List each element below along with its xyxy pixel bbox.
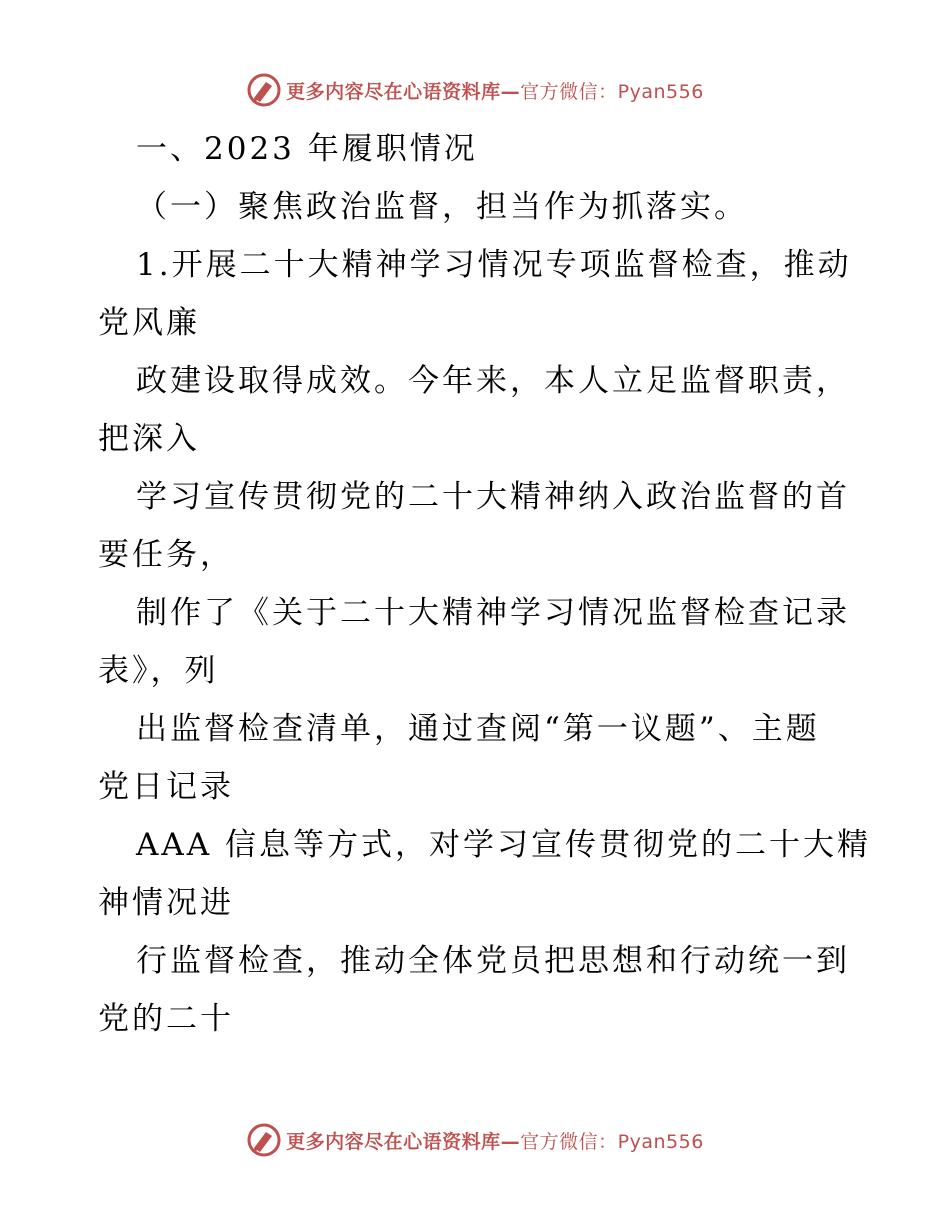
footer-banner — [0, 1120, 950, 1160]
header-banner — [0, 70, 950, 110]
header-site-text: 更多内容尽在心语资料库 — [286, 80, 501, 103]
header-banner-text — [286, 77, 704, 104]
footer-site-text: 更多内容尽在心语资料库 — [286, 1130, 501, 1153]
document-line: 出监督检查清单，通过查阅“第一议题”、主题 — [136, 711, 820, 747]
pen-nib-logo-icon — [246, 1122, 282, 1158]
document-line: 党日记录 — [98, 769, 234, 805]
document-line: 把深入 — [98, 421, 200, 457]
document-line: 神情况进 — [98, 885, 234, 921]
footer-banner-text — [286, 1127, 704, 1154]
document-line: AAA 信息等方式，对学习宣传贯彻党的二十大精 — [136, 827, 872, 863]
document-line: 1.开展二十大精神学习情况专项监督检查，推动 — [136, 247, 852, 283]
document-line: 政建设取得成效。今年来，本人立足监督职责， — [136, 363, 850, 399]
document-line: 制作了《关于二十大精神学习情况监督检查记录 — [136, 595, 850, 631]
pen-nib-logo-icon — [246, 72, 282, 108]
footer-wechat-text: 官方微信：Pyan556 — [520, 1130, 704, 1153]
document-line: 党风廉 — [98, 305, 200, 341]
document-body — [98, 120, 872, 1048]
document-line: 学习宣传贯彻党的二十大精神纳入政治监督的首 — [136, 479, 850, 515]
document-line: （一）聚焦政治监督，担当作为抓落实。 — [136, 189, 748, 225]
header-wechat-text: 官方微信：Pyan556 — [520, 80, 704, 103]
document-line: 表》，列 — [98, 653, 219, 689]
document-line: 党的二十 — [98, 1001, 234, 1037]
header-separator: — — [500, 80, 521, 103]
document-line: 一、2023 年履职情况 — [136, 131, 478, 167]
document-line: 行监督检查，推动全体党员把思想和行动统一到 — [136, 943, 850, 979]
footer-separator: — — [500, 1130, 521, 1153]
document-line: 要任务， — [98, 537, 234, 573]
